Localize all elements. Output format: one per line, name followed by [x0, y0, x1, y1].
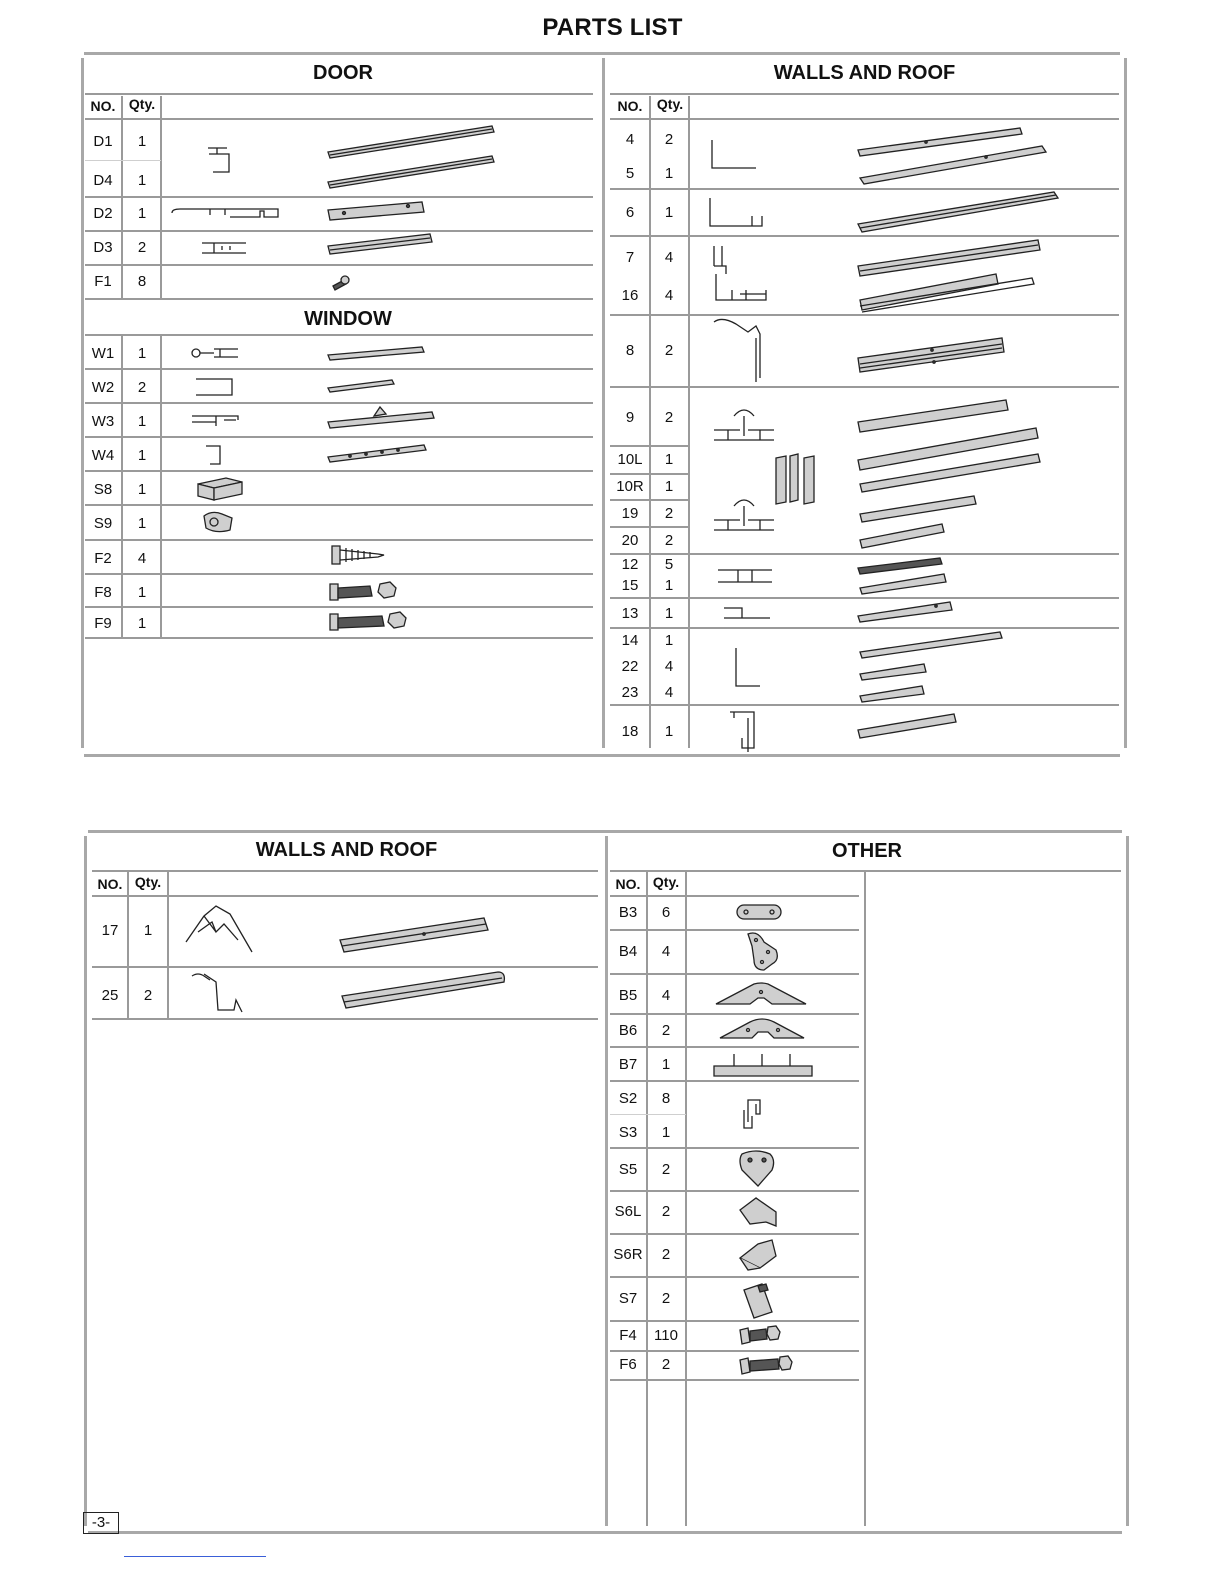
part-no: S8: [93, 481, 113, 498]
part-qty: 1: [664, 605, 674, 622]
footer-link-underline: [124, 1556, 266, 1557]
part-qty: 8: [137, 273, 147, 290]
page-title: PARTS LIST: [542, 14, 683, 41]
bolt-f9-icon: [328, 608, 412, 636]
part-no: 9: [625, 409, 635, 426]
part-qty: 2: [661, 1246, 671, 1263]
part-no: W2: [91, 379, 115, 396]
part-no: 14: [621, 632, 639, 649]
part-qty: 6: [661, 904, 671, 921]
profile-10-icon: [772, 452, 820, 506]
part-no: D1: [93, 133, 113, 150]
part-qty: 1: [137, 345, 147, 362]
part-no: F1: [94, 273, 112, 290]
part-no: S5: [618, 1161, 638, 1178]
bracket-b6-icon: [718, 1016, 808, 1044]
part-qty: 1: [137, 413, 147, 430]
profile-d3-icon: [200, 240, 250, 256]
part-qty: 1: [664, 723, 674, 740]
door-header-no: NO.: [90, 98, 116, 114]
part-qty: 8: [661, 1090, 671, 1107]
walls-bottom-header-no: NO.: [97, 876, 123, 892]
profile-d1-icon: [205, 140, 235, 176]
profile-w1-icon: [190, 346, 242, 360]
other-header-no: NO.: [615, 876, 641, 892]
part-no: 5: [625, 165, 635, 182]
part-no: 4: [625, 131, 635, 148]
part-no: W3: [91, 413, 115, 430]
part-qty: 4: [664, 658, 674, 675]
part-no: F9: [94, 615, 112, 632]
part-qty: 5: [664, 556, 674, 573]
part-no: 20: [621, 532, 639, 549]
part-no: F4: [619, 1327, 637, 1344]
part-no: 22: [621, 658, 639, 675]
part-qty: 1: [137, 481, 147, 498]
rail-6-icon: [856, 190, 1062, 236]
part-qty: 4: [137, 550, 147, 567]
rail-17-icon: [336, 914, 492, 958]
part-qty: 2: [661, 1356, 671, 1373]
rail-w3-icon: [326, 404, 438, 432]
part-no: B6: [618, 1022, 638, 1039]
part-no: S6L: [614, 1203, 642, 1220]
part-qty: 1: [143, 922, 153, 939]
part-no: D2: [93, 205, 113, 222]
rail-w1-icon: [326, 345, 426, 363]
rail-13-icon: [856, 598, 956, 626]
part-no: 13: [621, 605, 639, 622]
part-no: 16: [621, 287, 639, 304]
part-no: 18: [621, 723, 639, 740]
part-no: 6: [625, 204, 635, 221]
rail-18-icon: [856, 712, 960, 742]
profile-9-icon: [710, 404, 778, 448]
part-no: F2: [94, 550, 112, 567]
part-no: 15: [621, 577, 639, 594]
bolt-f6-icon: [738, 1352, 796, 1376]
part-qty: 1: [137, 172, 147, 189]
profile-w3-icon: [190, 412, 242, 428]
part-qty: 1: [137, 515, 147, 532]
part-no: B3: [618, 904, 638, 921]
part-qty: 4: [664, 249, 674, 266]
clip-s2-s3-icon: [740, 1096, 766, 1132]
part-qty: 4: [664, 684, 674, 701]
walls-header-no: NO.: [617, 98, 643, 114]
bolt-f4-icon: [738, 1322, 782, 1348]
profile-7-16-icon: [710, 244, 772, 306]
part-no: 7: [625, 249, 635, 266]
rail-4-5-icon: [856, 126, 1052, 188]
part-qty: 1: [137, 447, 147, 464]
part-no: D4: [93, 172, 113, 189]
rail-w2-icon: [326, 378, 398, 394]
part-qty: 4: [661, 987, 671, 1004]
part-qty: 2: [661, 1022, 671, 1039]
part-no: F6: [619, 1356, 637, 1373]
rail-d3-icon: [326, 232, 436, 256]
screw-f2-icon: [328, 542, 388, 568]
bracket-s6l-icon: [736, 1192, 782, 1232]
part-qty: 1: [137, 615, 147, 632]
window-title: WINDOW: [304, 308, 392, 330]
part-no: S3: [618, 1124, 638, 1141]
part-qty: 2: [664, 342, 674, 359]
part-qty: 1: [664, 165, 674, 182]
part-no: 8: [625, 342, 635, 359]
rail-w4-icon: [326, 441, 430, 465]
part-qty: 2: [143, 987, 153, 1004]
profile-d2-icon: [170, 205, 280, 221]
profile-w2-icon: [194, 376, 236, 398]
part-qty: 2: [661, 1290, 671, 1307]
rail-d1-icon: [326, 124, 496, 190]
profile-8-icon: [712, 318, 766, 384]
part-qty: 2: [664, 131, 674, 148]
bracket-b3-icon: [734, 902, 784, 922]
bracket-b7-icon: [712, 1050, 816, 1078]
part-no: B5: [618, 987, 638, 1004]
profile-13-icon: [722, 604, 774, 624]
other-header-qty: Qty.: [652, 874, 680, 890]
part-no: 19: [621, 505, 639, 522]
part-qty: 1: [664, 451, 674, 468]
other-title: OTHER: [832, 840, 902, 862]
profile-14-22-23-icon: [732, 646, 768, 692]
part-qty: 1: [664, 632, 674, 649]
part-qty: 2: [137, 239, 147, 256]
screw-f1-icon: [330, 274, 352, 292]
part-no: 10L: [617, 451, 643, 468]
rail-14-22-23-icon: [856, 630, 1006, 702]
page-number: -3-: [83, 1512, 119, 1534]
part-s9-icon: [200, 508, 238, 534]
part-no: 12: [621, 556, 639, 573]
part-no: F8: [94, 584, 112, 601]
part-no: B4: [618, 943, 638, 960]
door-header-qty: Qty.: [128, 96, 156, 112]
part-qty: 1: [664, 577, 674, 594]
part-qty: 1: [137, 584, 147, 601]
part-no: 17: [101, 922, 119, 939]
part-qty: 4: [661, 943, 671, 960]
part-qty: 1: [137, 133, 147, 150]
profile-19-20-icon: [710, 494, 778, 538]
part-qty: 1: [661, 1124, 671, 1141]
part-no: S7: [618, 1290, 638, 1307]
part-no: B7: [618, 1056, 638, 1073]
part-no: S6R: [613, 1246, 643, 1263]
profile-w4-icon: [204, 443, 226, 467]
part-qty: 1: [661, 1056, 671, 1073]
profile-25-icon: [190, 970, 254, 1016]
walls-roof-top-title: WALLS AND ROOF: [773, 62, 956, 84]
walls-header-qty: Qty.: [656, 96, 684, 112]
part-qty: 2: [664, 409, 674, 426]
rail-12-15-icon: [856, 554, 948, 596]
plate-d2-icon: [326, 200, 426, 222]
part-no: 10R: [616, 478, 644, 495]
rail-7-16-icon: [856, 238, 1044, 316]
bracket-b4-icon: [742, 930, 782, 972]
part-qty: 2: [664, 532, 674, 549]
bracket-b5-icon: [714, 980, 808, 1008]
part-qty: 1: [137, 205, 147, 222]
part-no: D3: [93, 239, 113, 256]
part-no: 25: [101, 987, 119, 1004]
rail-9-20-icon: [856, 398, 1044, 550]
rail-25-icon: [338, 968, 512, 1014]
part-qty: 110: [654, 1327, 678, 1344]
bracket-s6r-icon: [736, 1236, 782, 1276]
part-s7-icon: [740, 1280, 776, 1320]
plate-s5-icon: [736, 1150, 778, 1190]
part-no: 23: [621, 684, 639, 701]
profile-17-icon: [182, 902, 258, 958]
part-qty: 2: [664, 505, 674, 522]
part-qty: 1: [664, 204, 674, 221]
profile-12-15-icon: [716, 566, 776, 586]
part-no: S2: [618, 1090, 638, 1107]
profile-4-5-icon: [708, 138, 760, 174]
part-qty: 2: [137, 379, 147, 396]
profile-6-icon: [706, 196, 768, 232]
part-s8-icon: [194, 474, 246, 502]
part-no: W4: [91, 447, 115, 464]
part-qty: 2: [661, 1203, 671, 1220]
part-no: W1: [91, 345, 115, 362]
profile-18-icon: [728, 708, 762, 754]
walls-bottom-header-qty: Qty.: [134, 874, 162, 890]
bolt-f8-icon: [328, 578, 412, 604]
part-no: S9: [93, 515, 113, 532]
rail-8-icon: [856, 336, 1008, 378]
door-title: DOOR: [313, 62, 373, 84]
walls-roof-bottom-title: WALLS AND ROOF: [255, 839, 438, 861]
part-qty: 2: [661, 1161, 671, 1178]
part-qty: 1: [664, 478, 674, 495]
part-qty: 4: [664, 287, 674, 304]
